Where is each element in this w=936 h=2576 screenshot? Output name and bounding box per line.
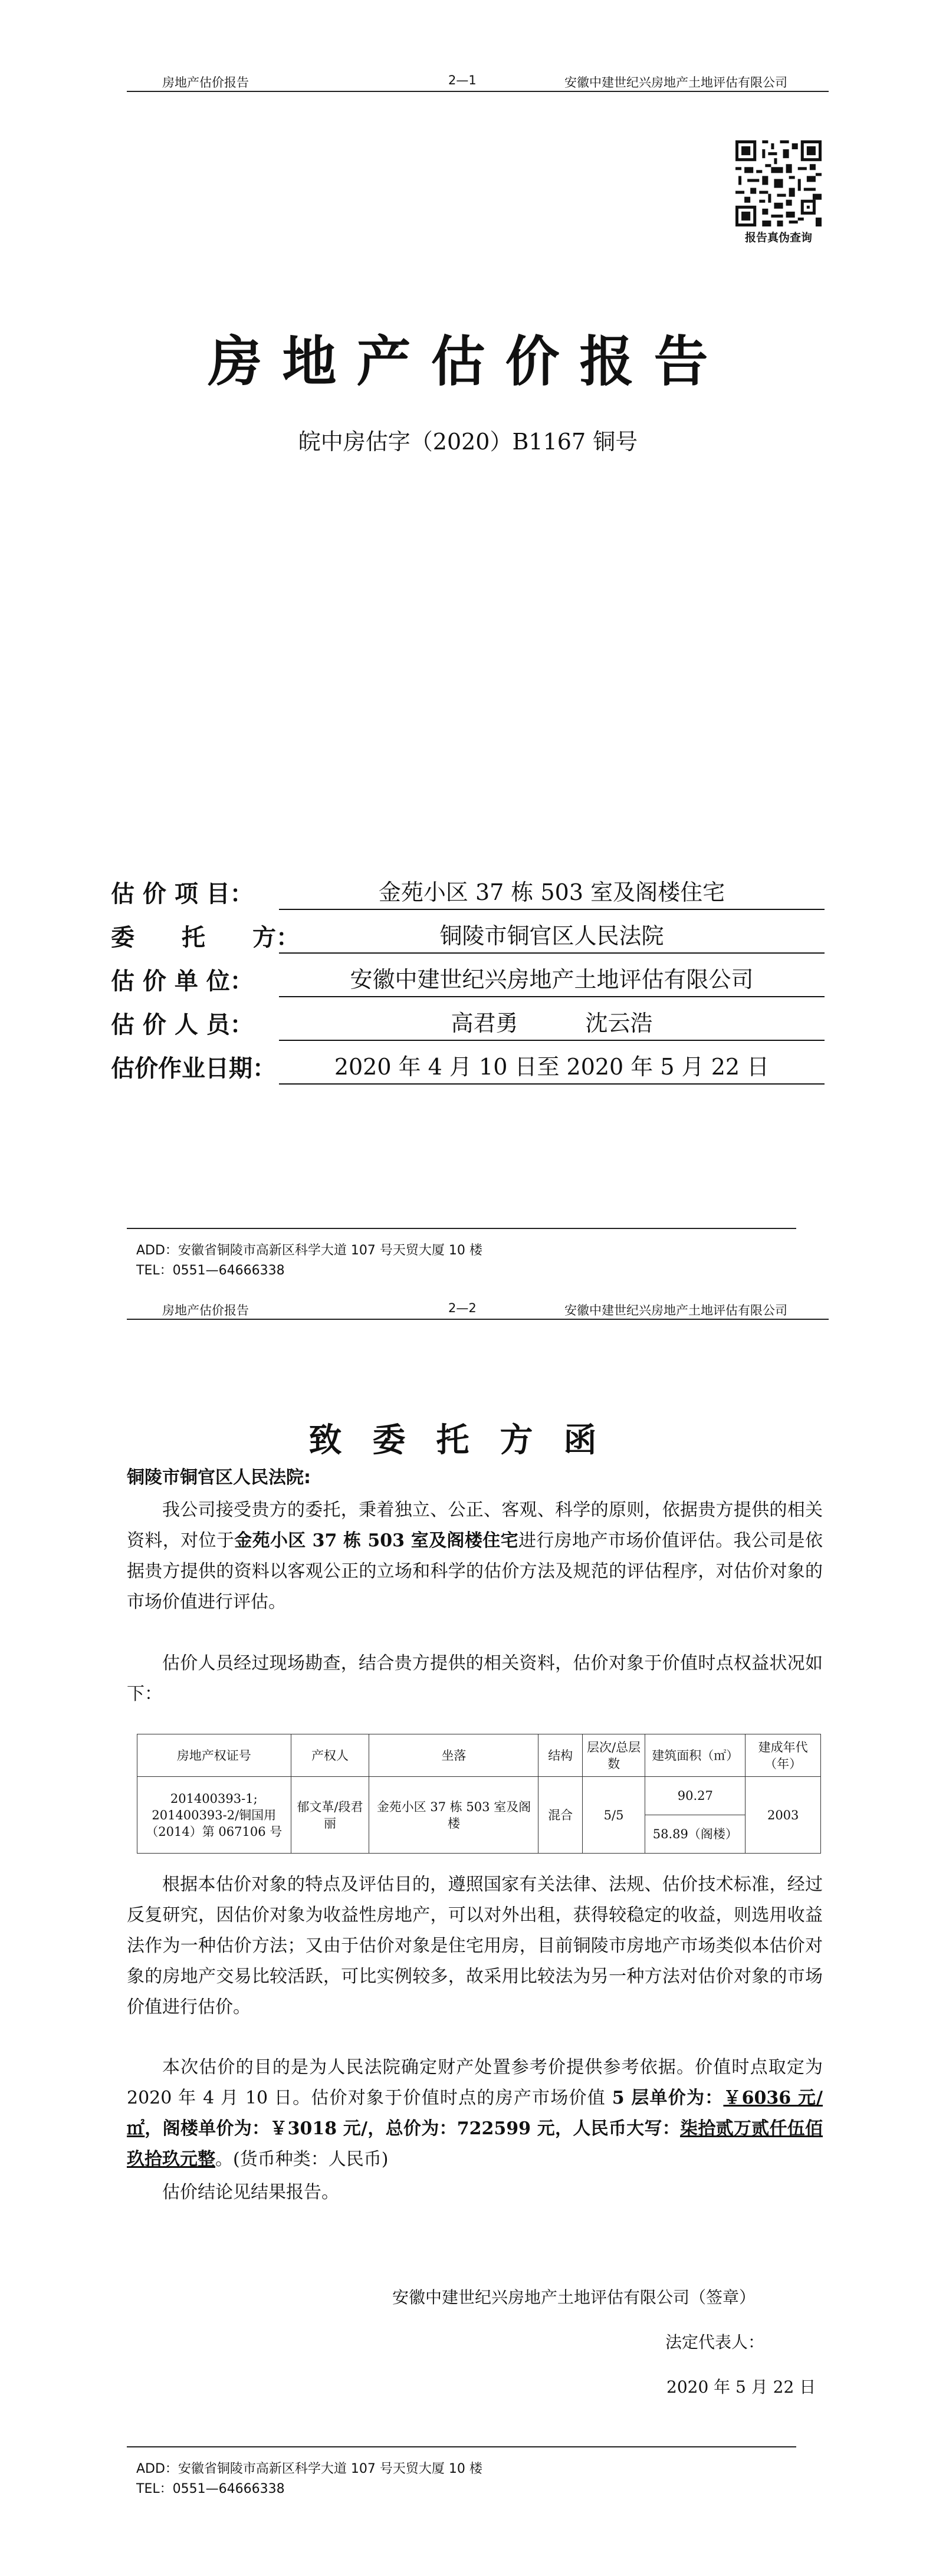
page-header xyxy=(127,70,829,92)
info-value: 高君勇 沈云浩 xyxy=(279,1005,825,1041)
header-company: 安徽中建世纪兴房地产土地评估有限公司 xyxy=(564,1303,787,1317)
page-footer xyxy=(127,2446,796,2499)
p1-text-end: 进行房地产市场价值评估。我公司是依据贵方提供的资料以客观公正的立场和科学的估价方法及规范的评估程序，对估价对象的市场价值进行评估。 xyxy=(127,1530,823,1612)
report-title: 房地产估价报告 xyxy=(208,330,728,393)
p4-attic-label: ，阁楼单价为： xyxy=(144,2118,270,2139)
info-value: 金苑小区 37 栋 503 室及阁楼住宅 xyxy=(279,874,825,910)
footer-address: ADD：安徽省铜陵市高新区科学大道 107 号天贸大厦 10 楼 xyxy=(136,2462,482,2476)
info-row xyxy=(111,959,825,1000)
info-row xyxy=(111,915,825,957)
letter-paragraph-4 xyxy=(127,2052,823,2175)
info-label: 估 价 人 员： xyxy=(111,1011,254,1039)
property-name: 金苑小区 37 栋 503 室及阁楼住宅 xyxy=(234,1530,519,1551)
page-header xyxy=(127,1297,829,1320)
p4-unit-price: ￥6036 元/㎡ xyxy=(127,2088,823,2139)
cell-area-1: 90.27 xyxy=(645,1777,745,1815)
header-left: 房地产估价报告 xyxy=(162,75,249,90)
th-floors: 层次/总层数 xyxy=(582,1734,645,1777)
header-page-number: 2—1 xyxy=(448,73,477,87)
info-label: 估价作业日期： xyxy=(111,1055,276,1082)
table-header-row xyxy=(137,1734,821,1777)
legal-representative: 法定代表人： xyxy=(665,2332,765,2352)
th-owner: 产权人 xyxy=(291,1734,369,1777)
info-label: 委 托 方： xyxy=(111,924,300,951)
p1-text: 我公司接受贵方的委托，秉着独立、公正、客观、科学的原则，依据贵方提供的相关资料，对位于 xyxy=(127,1500,823,1551)
letter-paragraph-5: 估价结论见结果报告。 xyxy=(162,2182,339,2203)
th-year: 建成年代（年） xyxy=(745,1734,821,1777)
letter-title: 致委托方函 xyxy=(308,1421,628,1460)
cell-floors: 5/5 xyxy=(582,1777,645,1854)
letter-paragraph-2: 估价人员经过现场勘查，结合贵方提供的相关资料，估价对象于价值时点权益状况如下： xyxy=(127,1653,823,1704)
header-page-number: 2—2 xyxy=(448,1301,477,1315)
info-label: 估 价 项 目： xyxy=(111,880,254,908)
cover-page xyxy=(0,0,936,1286)
p4-total-price: 722599 元 xyxy=(456,2118,556,2139)
p4-uppercase-label: ，人民币大写： xyxy=(555,2118,681,2139)
letter-addressee: 铜陵市铜官区人民法院: xyxy=(127,1467,311,1488)
info-label: 估 价 单 位： xyxy=(111,968,254,995)
info-row xyxy=(111,1046,825,1087)
footer-tel: TEL：0551—64666338 xyxy=(136,1263,285,1278)
header-company: 安徽中建世纪兴房地产土地评估有限公司 xyxy=(564,75,787,90)
cell-year: 2003 xyxy=(745,1777,821,1854)
th-location: 坐落 xyxy=(369,1734,538,1777)
cell-structure: 混合 xyxy=(538,1777,582,1854)
p4-total-label: ，总价为： xyxy=(367,2118,457,2139)
qr-code-icon[interactable] xyxy=(735,140,822,226)
p4-unit-label: 5 层单价为： xyxy=(612,2088,724,2108)
info-value: 铜陵市铜官区人民法院 xyxy=(279,918,825,954)
info-value: 2020 年 4 月 10 日至 2020 年 5 月 22 日 xyxy=(279,1049,825,1085)
cell-cert: 201400393-1; 201400393-2/铜国用（2014）第 067106 号 xyxy=(137,1777,291,1854)
letter-paragraph-3: 根据本估价对象的特点及评估目的，遵照国家有关法律、法规、估价技术标准，经过反复研究，因估价对象为收益性房地产，可以对外出租，获得较稳定的收益，则选用收益法作为一种估价方法；又由于估价对象是住宅用房，目前铜陵市房地产市场类似本估价对象的房地产交易比较活跃，可比实例较多，故采用比较法为另一种方法对估价对象的市场价值进行估价。 xyxy=(127,1874,823,2018)
footer-tel: TEL：0551—64666338 xyxy=(136,2482,285,2496)
qr-label: 报告真伪查询 xyxy=(744,231,812,244)
document-number: 皖中房估字（2020）B1167 铜号 xyxy=(298,429,638,455)
info-value: 安徽中建世纪兴房地产土地评估有限公司 xyxy=(279,961,825,997)
letter-paragraph-1 xyxy=(127,1495,823,1618)
letter-date: 2020 年 5 月 22 日 xyxy=(666,2377,816,2397)
page-footer xyxy=(127,1228,796,1281)
info-row xyxy=(111,872,825,913)
th-area: 建筑面积（㎡） xyxy=(645,1734,745,1777)
header-left: 房地产估价报告 xyxy=(162,1303,249,1317)
p4-uppercase-amount: 柒拾贰万贰仟伍佰玖拾玖元整 xyxy=(127,2118,823,2170)
letter-page xyxy=(0,1286,936,2576)
p4-text: 本次估价的目的是为人民法院确定财产处置参考价提供参考依据。价值时点取定为 2020 年 4 月 10 日。估价对象于价值时点的房产市场价值 xyxy=(127,2057,823,2108)
footer-address: ADD：安徽省铜陵市高新区科学大道 107 号天贸大厦 10 楼 xyxy=(136,1243,482,1258)
info-row xyxy=(111,1003,825,1044)
th-structure: 结构 xyxy=(538,1734,582,1777)
th-cert: 房地产权证号 xyxy=(137,1734,291,1777)
p4-currency: 。(货币种类：人民币) xyxy=(215,2149,389,2170)
company-signature: 安徽中建世纪兴房地产土地评估有限公司（签章） xyxy=(392,2288,756,2307)
cell-location: 金苑小区 37 栋 503 室及阁楼 xyxy=(369,1777,538,1854)
cell-owner: 郁文革/段君丽 xyxy=(291,1777,369,1854)
cell-area-2: 58.89（阁楼） xyxy=(645,1815,745,1854)
table-row xyxy=(137,1777,821,1815)
property-table xyxy=(137,1734,821,1854)
p4-attic-price: ￥3018 元/ xyxy=(270,2118,368,2139)
